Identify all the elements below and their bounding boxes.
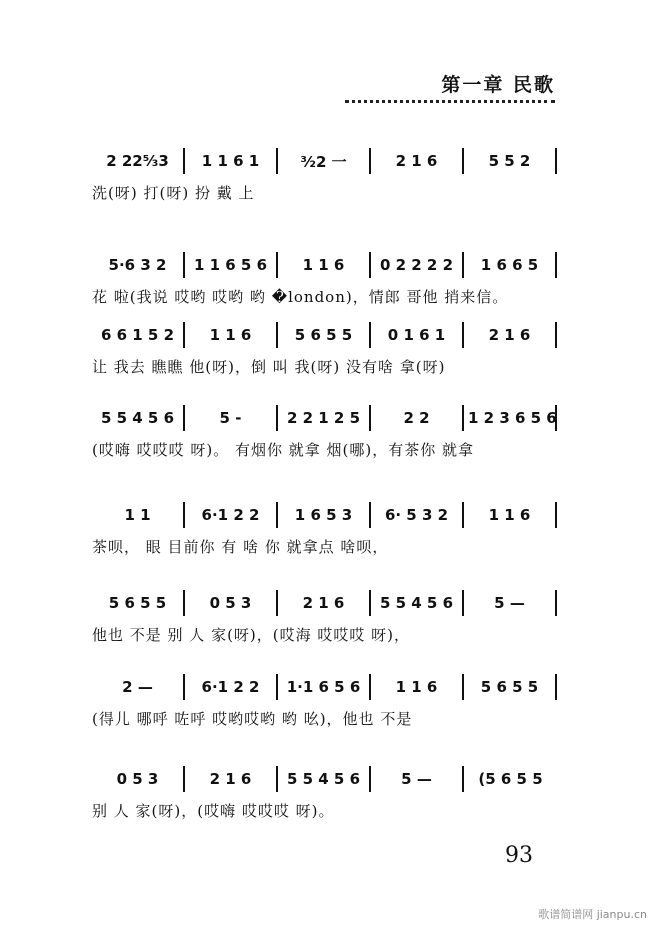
measure xyxy=(278,148,371,174)
measure xyxy=(185,252,278,278)
measure xyxy=(371,148,464,174)
measure-notes: 2 1 6 xyxy=(302,594,345,612)
measure-notes: 6·1 2 2 xyxy=(201,678,260,696)
measure xyxy=(371,405,464,431)
measure xyxy=(371,502,464,528)
measure-notes: 5 — xyxy=(494,594,525,612)
measure xyxy=(185,766,278,792)
measure-notes: 5 — xyxy=(401,770,432,788)
measure-notes: 1·1 6 5 6 xyxy=(286,678,361,696)
lyrics-line: 花 啦(我说 哎哟 哎哟 哟 �london)，情郎 哥他 捎来信。 xyxy=(92,288,509,306)
measure xyxy=(278,322,371,348)
measure xyxy=(371,674,464,700)
measure-notes: 2 22⁵⁄₃3 xyxy=(106,152,169,170)
measure-notes: 0 2 2 2 2 xyxy=(379,256,454,274)
measure-notes: ³⁄₂2 一 xyxy=(300,152,347,171)
measure xyxy=(92,148,185,174)
score-line xyxy=(92,502,557,562)
measure-notes: 2 1 6 xyxy=(395,152,438,170)
measure-notes: 5 - xyxy=(219,409,242,427)
measure-notes: 6·1 2 2 xyxy=(201,506,260,524)
measure xyxy=(464,405,557,431)
measure xyxy=(464,766,557,792)
measure xyxy=(185,502,278,528)
measure xyxy=(185,590,278,616)
measure xyxy=(92,322,185,348)
notes-row xyxy=(92,405,557,431)
measure-notes: 1 6 6 5 xyxy=(480,256,539,274)
lyrics-line: (哎嗨 哎哎哎 呀)。 有烟你 就拿 烟(哪)，有茶你 就拿 xyxy=(92,441,475,459)
measure xyxy=(185,148,278,174)
measure-notes: 1 1 6 xyxy=(488,506,531,524)
measure-notes: 5 5 4 5 6 xyxy=(379,594,454,612)
measure-notes: 0 5 3 xyxy=(116,770,159,788)
score-line xyxy=(92,148,557,208)
notes-row xyxy=(92,766,557,792)
measure-notes: 1 1 6 xyxy=(209,326,252,344)
notes-row xyxy=(92,502,557,528)
measure-notes: 5·6 3 2 xyxy=(108,256,167,274)
header-dotted-rule xyxy=(345,100,555,103)
lyrics-line: 他也 不是 别 人 家(呀)，(哎海 哎哎哎 呀)， xyxy=(92,626,411,644)
score-line xyxy=(92,674,557,734)
measure xyxy=(185,322,278,348)
measure-notes: 2 1 6 xyxy=(209,770,252,788)
notes-row xyxy=(92,252,557,278)
score-line xyxy=(92,405,557,465)
notes-row xyxy=(92,590,557,616)
measure xyxy=(278,252,371,278)
lyrics-line: 茶呗， 眼 目前你 有 啥 你 就拿点 啥呗， xyxy=(92,538,389,556)
measure xyxy=(185,405,278,431)
measure-notes: 1 1 6 1 xyxy=(201,152,260,170)
measure-notes: 5 5 2 xyxy=(488,152,531,170)
notes-row xyxy=(92,674,557,700)
measure xyxy=(371,252,464,278)
measure xyxy=(464,322,557,348)
score-line xyxy=(92,252,557,312)
measure xyxy=(92,590,185,616)
measure xyxy=(92,405,185,431)
measure xyxy=(278,674,371,700)
measure-notes: 5 5 4 5 6 xyxy=(100,409,175,427)
notes-row xyxy=(92,148,557,174)
measure xyxy=(464,674,557,700)
measure-notes: 1 2 3 6 5 6 xyxy=(468,409,557,427)
measure xyxy=(92,502,185,528)
measure-notes: 1 1 xyxy=(124,506,151,524)
measure-notes: 1 1 6 xyxy=(302,256,345,274)
measure-notes: 1 6 5 3 xyxy=(294,506,353,524)
measure-notes: 5 5 4 5 6 xyxy=(286,770,361,788)
measure xyxy=(278,405,371,431)
measure xyxy=(92,766,185,792)
measure-notes: (5 6 5 5 xyxy=(478,770,543,788)
measure-notes: 6 6 1 5 2 xyxy=(100,326,175,344)
lyrics-line: 洗(呀) 打(呀) 扮 戴 上 xyxy=(92,184,255,202)
measure xyxy=(464,252,557,278)
score-line xyxy=(92,322,557,382)
measure xyxy=(371,322,464,348)
measure-notes: 6· 5 3 2 xyxy=(384,506,449,524)
measure xyxy=(371,590,464,616)
measure xyxy=(92,674,185,700)
measure xyxy=(185,674,278,700)
measure xyxy=(278,502,371,528)
measure-notes: 2 — xyxy=(122,678,153,696)
measure-notes: 5 6 5 5 xyxy=(108,594,167,612)
measure-notes: 2 1 6 xyxy=(488,326,531,344)
notes-row xyxy=(92,322,557,348)
score-line xyxy=(92,590,557,650)
measure-notes: 0 5 3 xyxy=(209,594,252,612)
measure xyxy=(464,590,557,616)
measure xyxy=(464,148,557,174)
chapter-title: 第一章 民歌 xyxy=(441,74,555,96)
watermark: 歌谱简谱网 jianpu.cn xyxy=(538,908,647,921)
lyrics-line: (得儿 哪呼 咗呼 哎哟哎哟 哟 吆)，他也 不是 xyxy=(92,710,413,728)
measure xyxy=(371,766,464,792)
measure xyxy=(278,766,371,792)
measure-notes: 0 1 6 1 xyxy=(387,326,446,344)
measure-notes: 2 2 xyxy=(403,409,430,427)
measure xyxy=(464,502,557,528)
measure-notes: 5 6 5 5 xyxy=(294,326,353,344)
page-number: 93 xyxy=(505,843,533,868)
measure xyxy=(92,252,185,278)
measure-notes: 2 2 1 2 5 xyxy=(286,409,361,427)
lyrics-line: 别 人 家(呀)，(哎嗨 哎哎哎 呀)。 xyxy=(92,802,335,820)
measure-notes: 1 1 6 xyxy=(395,678,438,696)
lyrics-line: 让 我去 瞧瞧 他(呀)，倒 叫 我(呀) 没有啥 拿(呀) xyxy=(92,358,446,376)
score-line xyxy=(92,766,557,826)
measure xyxy=(278,590,371,616)
measure-notes: 1 1 6 5 6 xyxy=(193,256,268,274)
measure-notes: 5 6 5 5 xyxy=(480,678,539,696)
